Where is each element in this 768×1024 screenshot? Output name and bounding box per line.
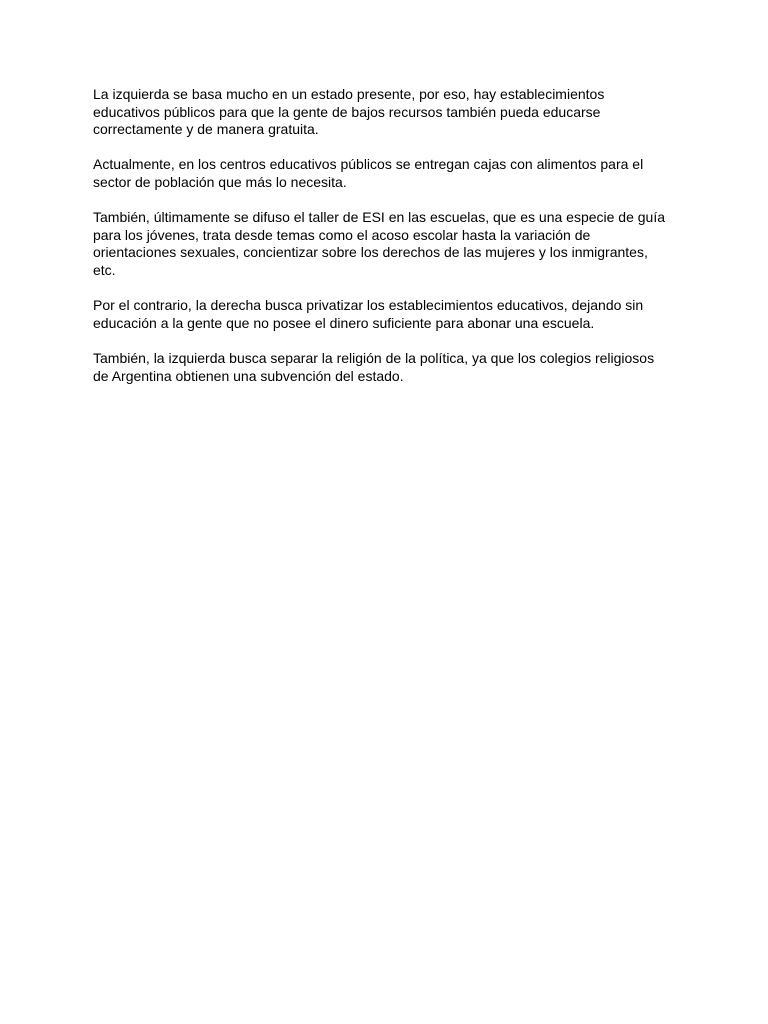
paragraph-4: Por el contrario, la derecha busca privatizar los establecimientos educativos, dejando sin educación a la gente que no posee el dinero suficiente para abonar una escuela. [93, 297, 644, 331]
paragraph-2: Actualmente, en los centros educativos públicos se entregan cajas con alimentos para el sector de población que más lo necesita. [93, 156, 644, 190]
document-body [93, 86, 683, 403]
paragraph-5: También, la izquierda busca separar la religión de la política, ya que los colegios religiosos de Argentina obtienen una subvención del estado. [93, 349, 655, 384]
paragraph-1: La izquierda se basa mucho en un estado presente, por eso, hay establecimientos educativos públicos para que la gente de bajos recursos también pueda educarse correctamente y de manera gratuita. [93, 86, 605, 138]
paragraph-3: También, últimamente se difuso el taller de ESI en las escuelas, que es una especie de guía para los jóvenes, trata desde temas como el acoso escolar hasta la variación de orientaciones sexuales, concientizar sobre los derechos de las mujeres y los inmigrantes, etc. [93, 209, 666, 278]
